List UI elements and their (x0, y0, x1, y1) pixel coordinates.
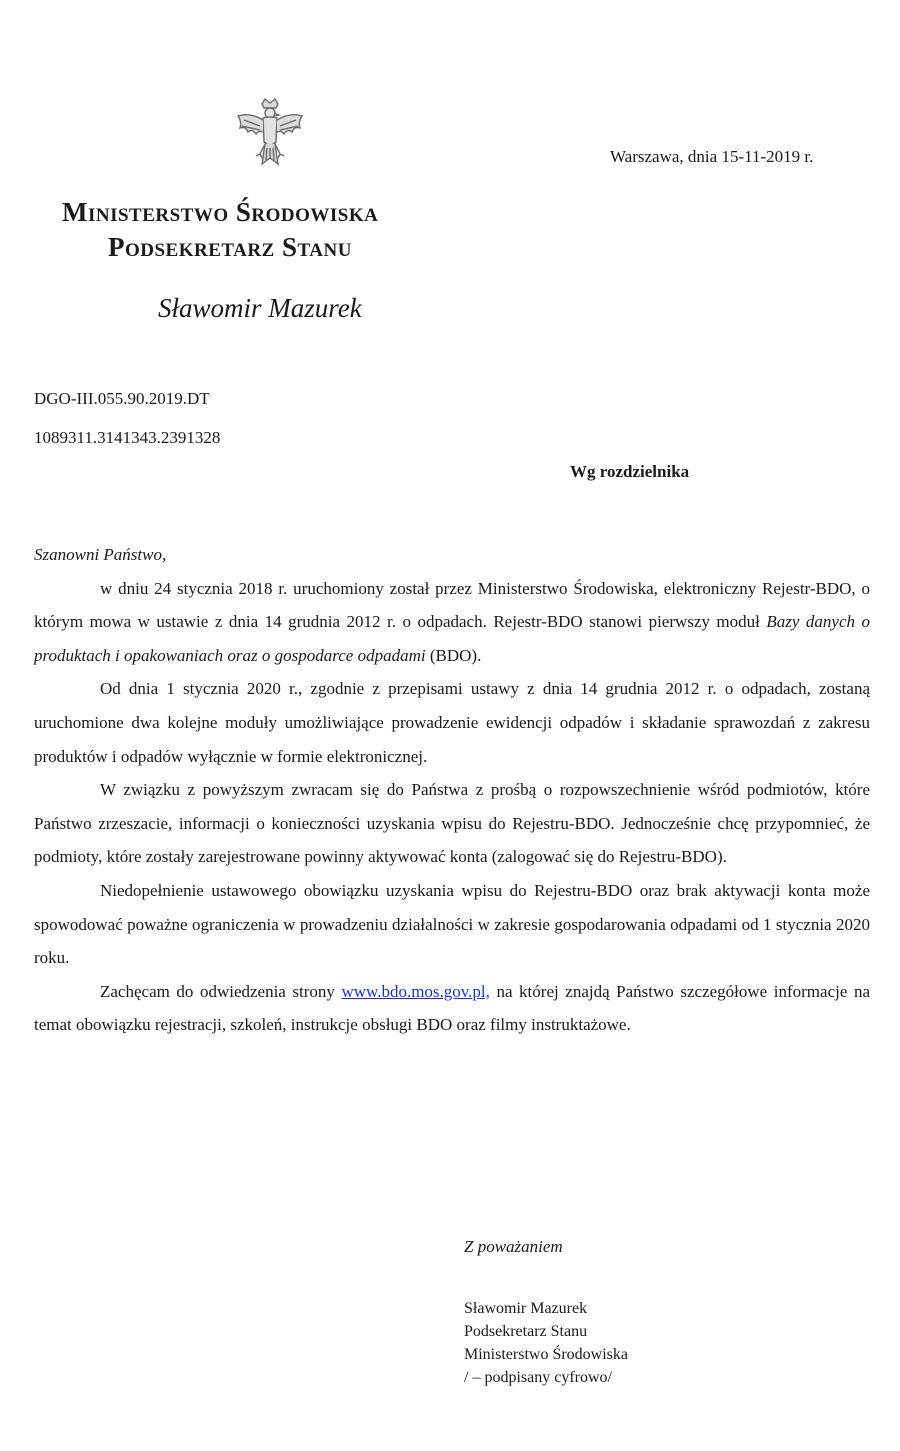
recipient-line: Wg rozdzielnika (570, 462, 690, 481)
signature-title: Podsekretarz Stanu (464, 1323, 588, 1340)
paragraph-5-text-a: Zachęcam do odwiedzenia strony (100, 981, 342, 1001)
bdo-website-link[interactable]: www.bdo.mos.gov.pl, (341, 981, 490, 1001)
paragraph-3: W związku z powyższym zwracam się do Państwa z prośbą o rozpowszechnienie wśród podmiotów, które Państwo zrzeszacie, informacji o konieczności uzyskania wpisu do Rejestru-BDO. Jednocześnie chcę przypomnieć, że podmioty, które zostały zarejestrowane powinny aktywować konta (zalogować się do Rejestru-BDO). (34, 780, 870, 867)
paragraph-1-italic: Bazy danych o produktach i opakowaniach oraz o gospodarce odpadami (34, 612, 870, 665)
paragraph-5-text-b: na której znajdą Państwo szczegółowe informacje na temat obowiązku rejestracji, szkoleń, instrukcje obsługi BDO oraz filmy instruktażowe. (34, 981, 870, 1035)
closing-phrase: Z poważaniem (464, 1237, 563, 1256)
paragraph-1-text-b: (BDO). (425, 645, 482, 665)
ministry-name: Ministerstwo Środowiska (62, 197, 379, 227)
letter-date: Warszawa, dnia 15-11-2019 r. (610, 147, 814, 166)
paragraph-4: Niedopełnienie ustawowego obowiązku uzyskania wpisu do Rejestru-BDO oraz brak aktywacji konta może spowodować poważne ograniczenia w prowadzeniu działalności w zakresie gospodarowania odpadami od 1 stycznia 2020 roku. (34, 880, 870, 968)
paragraph-1 (34, 572, 870, 673)
signature-institution: Ministerstwo Środowiska (464, 1346, 628, 1363)
salutation: Szanowni Państwo, (34, 545, 167, 564)
paragraph-1-text-a: w dniu 24 stycznia 2018 r. uruchomiony został przez Ministerstwo Środowiska, elektroniczny Rejestr-BDO, o którym mowa w ustawie z dnia 14 grudnia 2012 r. o odpadach. Rejestr-BDO stanowi pierwszy moduł (34, 578, 870, 632)
office-title: Podsekretarz Stanu (108, 232, 352, 262)
paragraph-5 (34, 975, 870, 1042)
official-name: Sławomir Mazurek (158, 293, 362, 323)
polish-eagle-emblem-icon (232, 96, 308, 172)
paragraph-2: Od dnia 1 stycznia 2020 r., zgodnie z przepisami ustawy z dnia 14 grudnia 2012 r. o odpadach, zostaną uruchomione dwa kolejne moduły umożliwiające prowadzenie ewidencji odpadów i składanie sprawozdań z zakresu produktów i odpadów wyłącznie w formie elektronicznej. (34, 679, 870, 766)
signature-note: / – podpisany cyfrowo/ (464, 1369, 612, 1386)
signature-block (464, 1297, 628, 1389)
case-number: DGO-III.055.90.2019.DT (34, 389, 210, 408)
document-ids: 1089311.3141343.2391328 (34, 428, 221, 447)
signature-name: Sławomir Mazurek (464, 1300, 588, 1317)
letter-body (34, 538, 870, 1042)
